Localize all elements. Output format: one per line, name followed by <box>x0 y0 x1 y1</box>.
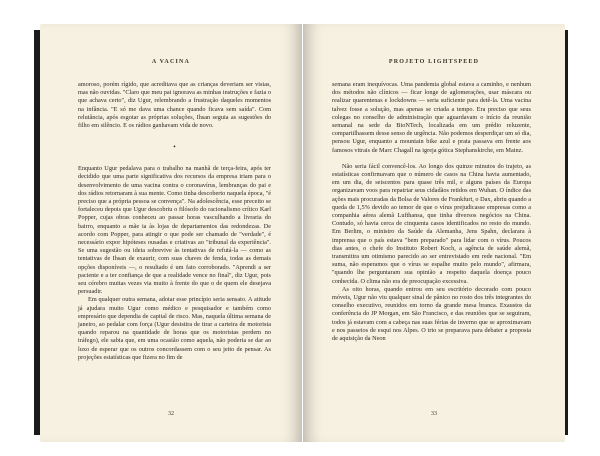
paragraph: As oito horas, quando entrou em seu escritório decorado com pouco móveis, Ugur não viu qualquer sinal de pânico no rosto dos três integrantes do conselho executivo, reunidos em torno da grande mesa branca. Exaustos da conferência do JP Morgan, em São Francisco, e das reuniões que se seguiram, todos já estavam com a cabeça nas suas férias de inverno que se aproximavam e nos passeios de esqui nos Alpes. O trio se preparava para debater a proposta de aquisição da Neon <box>332 285 531 343</box>
running-head-right: PROJETO LIGHTSPEED <box>388 59 480 65</box>
paragraph: Em qualquer outra semana, adotar esse princípio seria sensato. A atitude já ajudara muito Ugur como médico e pesquisador e também como empresário que dependia de capital de risco. Mas, naquela última semana de janeiro, ao pedalar com força (Ugur desistira de tirar a carteira de motorista quando reparou na quantidade de horas que os motoristas perdem no tráfego), ele sabia que, em uma ocasião como aquela, não poderia se dar ao luxo de esperar que os outros concordassem com o seu jeito de pensar. As projeções estatísticas que fizera no fim de <box>78 296 271 361</box>
right-page-body <box>332 81 531 343</box>
paragraph: Enquanto Ugur pedalava para o trabalho na manhã de terça-feira, após ter decidido que uma parte significativa dos recursos da empresa iriam para o desenvolvimento de uma vacina contra o coronavírus, lembranças do pai e dos rádios retornaram à sua mente. Como tinha descoberto naquela época, "é preciso que a própria pessoa se convença". Na adolescência, esse preceito se fortaleceu depois que Ugur descobriu o filósofo do racionalismo crítico Karl Popper, cujas obras conheceu ao passar horas vasculhando a livraria do bairro, enquanto a mãe ia às lojas de departamentos das redondezas. De acordo com Popper, para atingir o que pode ser chamado de "verdade", é necessário expor hipóteses ousadas e criativas ao "tribunal da experiência". Se uma sugestão ou ideia sobrevive às tentativas de refutá-la — como as tentativas de Ihsan de exaurir, com suas chaves de fenda, todas as demais opções disponíveis —, o resultado é um fato corroborado. "Aprendi a ser paciente e a ter confiança de que a realidade vence no final", diz Ugur, pois seu cérebro muitas vezes via muito à frente do que o de quem ele desejava persuadir. <box>78 165 271 296</box>
left-page <box>40 24 302 442</box>
left-page-body <box>78 81 271 362</box>
paragraph: Não seria fácil convencê-los. Ao longo dos quinze minutos do trajeto, as estatísticas confirmavam que o número de casos na China havia aumentado, em um dia, de seiscentos para quase três mil, e alguns países da Europa organizavam voos para repatriar seus cidadãos retidos em Wuhan. O índice das ações mais procuradas da Bolsa de Valores de Frankfurt, o Dax, abriu quando a queda de 1,5% devido ao temor de que o vírus prejudicasse empresas como a companhia aérea alemã Lufthansa, que tinha diversos negócios na China. Contudo, só havia cerca de cinquenta casos identificados no resto do mundo. Em Berlim, o ministro da Saúde da Alemanha, Jens Spahn, declarara à imprensa que o país estava "bem preparado" para lidar com o vírus. Poucos dias antes, o chefe do Instituto Robert Koch, a agência de saúde alemã, transmitira um otimismo parecido ao ser entrevistado em rede nacional. "Em suma, não esperamos que o vírus se espalhe muito pelo mundo", afirmara, "quando lhe perguntaram sua opinião a respeito daquela doença pouco conhecida. O clima não era de preocupação excessiva. <box>332 162 531 285</box>
page-number-right: 33 <box>431 411 437 417</box>
page-number-left: 32 <box>168 411 174 417</box>
paragraph: amoroso, porém rígido, que acreditava que as crianças deveriam ser vistas, mas não ouvidas. "Claro que meu pai ignorava as minhas instruções e fazia o que achava certo", diz Ugur, relembrando a frustração daqueles momentos na infância. "E só me dava uma chance quando ficava sem saída". Com relutância, após esgotar as próprias soluções, Ihsan seguia as sugestões do filho em silêncio. E os rádios ganhavam vida de novo. <box>78 81 271 130</box>
right-page <box>303 24 565 442</box>
section-break-ornament: • <box>173 143 176 152</box>
running-head-left: A VACINA <box>151 59 191 65</box>
paragraph: semana eram inequívocas. Uma pandemia global estava a caminho, e nenhum dos métodos não clínicos — ficar longe de aglomerações, usar máscara ou realizar quarentenas e lockdowns — seria suficiente para detê-la. Uma vacina talvez fosse a solução, mas apenas se criada a tempo. Era preciso que seus colegas no conselho de administração que aguardavam o início da reunião semanal na sede da BioNTech, localizada em um prédio reluzente, compartilhassem desse senso de urgência. Não podemos desperdiçar um só dia, pensou Ugur, enquanto a mountain bike azul e prata passava em frente aos famosos vitrais de Marc Chagall na igreja gótica Stephanskirche, em Mainz. <box>332 81 531 154</box>
open-book-spread <box>37 24 568 442</box>
